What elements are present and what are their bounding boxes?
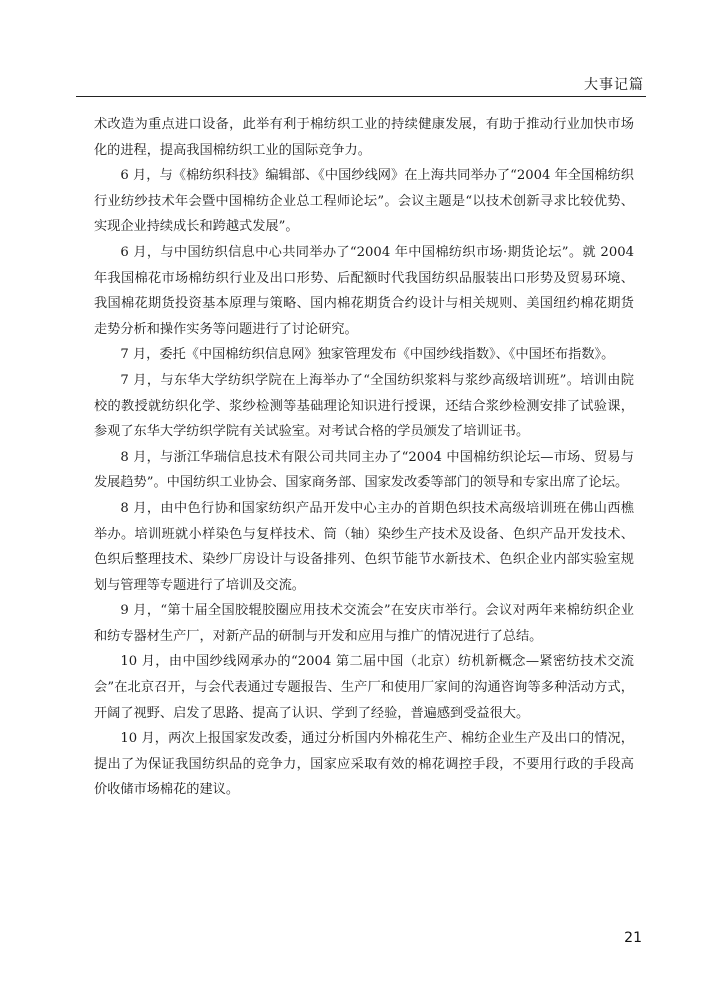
- paragraph: 9 月，“第十届全国胶辊胶圈应用技术交流会”在安庆市举行。会议对两年来棉纺织企业和纺专器材生产厂，对新产品的研制与开发和应用与推广的情况进行了总结。: [94, 603, 634, 644]
- page-header: [76, 70, 646, 97]
- paragraph: 10 月，由中国纱线网承办的“2004 第二届中国（北京）纺机新概念—紧密纺技术交流会”在北京召开，与会代表通过专题报告、生产厂和使用厂家间的沟通咨询等多种活动方式，开阔了视野、启发了思路、提高了认识、学到了经验，普遍感到受益很大。: [94, 654, 634, 721]
- section-title: 大事记篇: [584, 77, 644, 93]
- body-text: [94, 112, 634, 803]
- paragraph: 术改造为重点进口设备，此举有利于棉纺织工业的持续健康发展，有助于推动行业加快市场化的进程，提高我国棉纺织工业的国际竞争力。: [94, 117, 634, 158]
- paragraph: 7 月，与东华大学纺织学院在上海举办了“全国纺织浆料与浆纱高级培训班”。培训由院校的教授就纺织化学、浆纱检测等基础理论知识进行授课，还结合浆纱检测安排了试验课，参观了东华大学纺织学院有关试验室。对考试合格的学员颁发了培训证书。: [94, 372, 634, 440]
- paragraph: 7 月，委托《中国棉纺织信息网》独家管理发布《中国纱线指数》、《中国坯布指数》。: [120, 347, 615, 363]
- page-number: 21: [624, 930, 642, 946]
- paragraph: 8 月，由中色行协和国家纺织产品开发中心主办的首期色织技术高级培训班在佛山西樵举办。培训班就小样染色与复样技术、筒（轴）染纱生产技术及设备、色织产品开发技术、色织后整理技术、染纱厂房设计与设备排列、色织节能节水新技术、色织企业内部实验室规划与管理等专题进行了培训及交流。: [94, 500, 634, 593]
- paragraph: 6 月，与中国纺织信息中心共同举办了“2004 年中国棉纺织市场·期货论坛”。就 2004 年我国棉花市场棉纺织行业及出口形势、后配额时代我国纺织品服装出口形势及贸易环境、我国棉花期货投资基本原理与策略、国内棉花期货合约设计与相关规则、美国纽约棉花期货走势分析和操作实务等问题进行了讨论研究。: [94, 244, 634, 337]
- paragraph: 8 月，与浙江华瑞信息技术有限公司共同主办了“2004 中国棉纺织论坛—市场、贸易与发展趋势”。中国纺织工业协会、国家商务部、国家发改委等部门的领导和专家出席了论坛。: [94, 449, 634, 491]
- paragraph: 6 月，与《棉纺织科技》编辑部、《中国纱线网》在上海共同举办了“2004 年全国棉纺织行业纺纱技术年会暨中国棉纺企业总工程师论坛”。会议主题是“以技术创新寻求比较优势、实现企业持续成长和跨越式发展”。: [94, 168, 634, 235]
- paragraph: 10 月，两次上报国家发改委，通过分析国内外棉花生产、棉纺企业生产及出口的情况，提出了为保证我国纺织品的竞争力，国家应采取有效的棉花调控手段，不要用行政的手段高价收储市场棉花的建议。: [94, 731, 634, 798]
